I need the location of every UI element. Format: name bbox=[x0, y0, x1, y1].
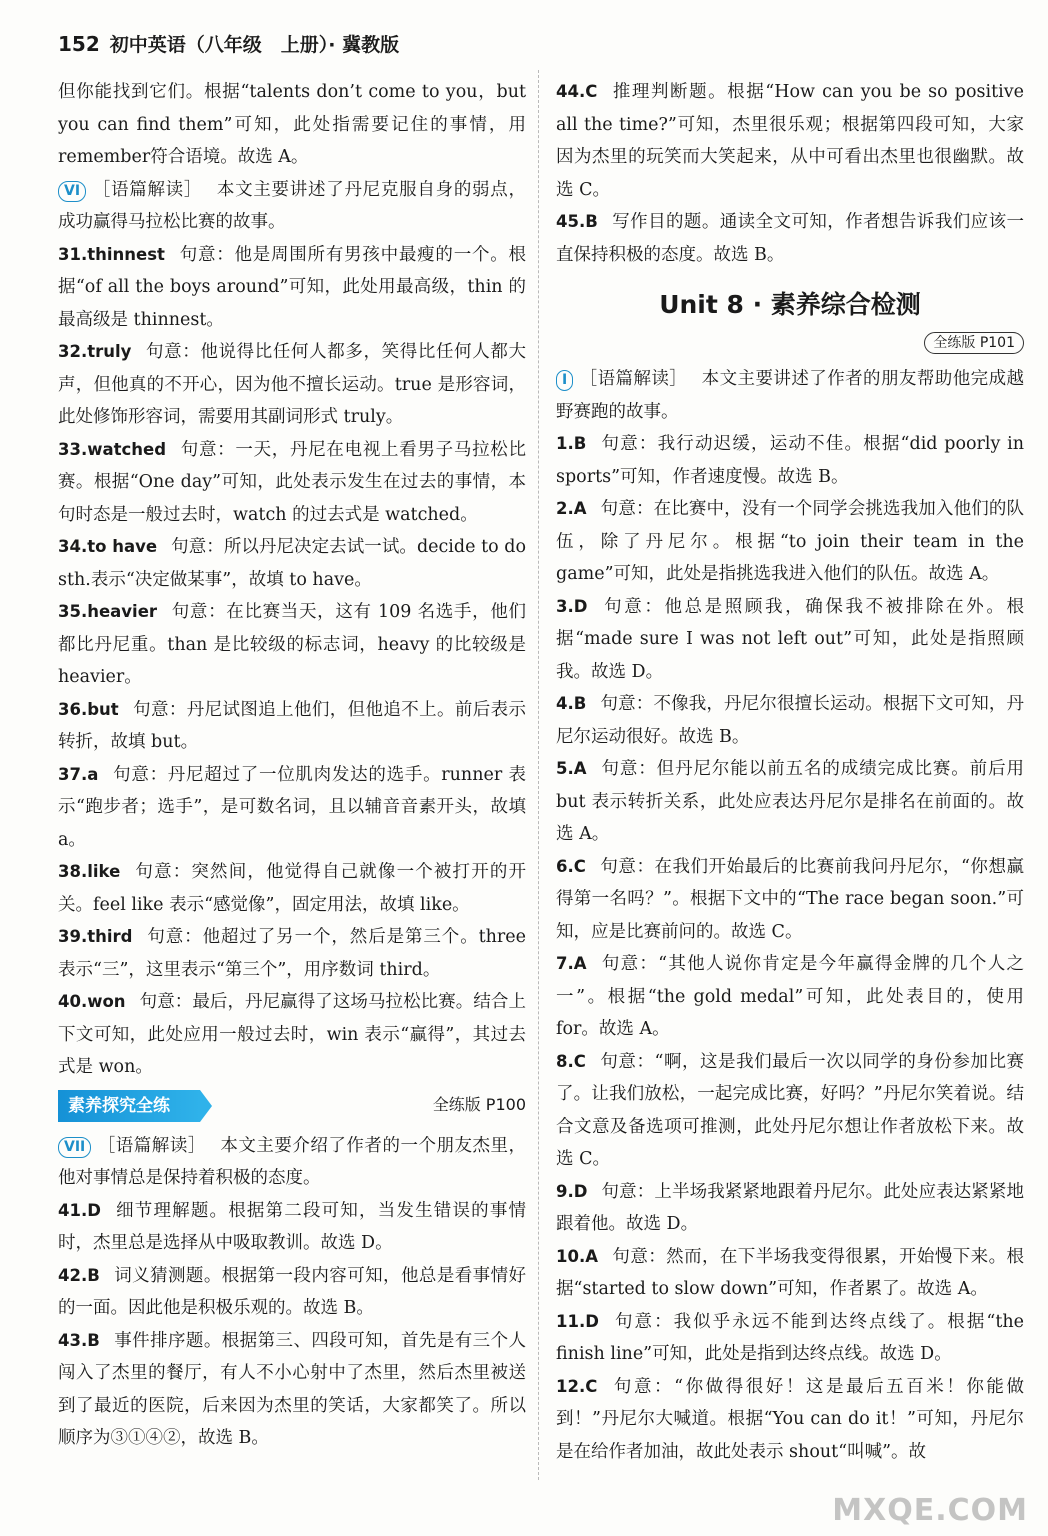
section-7-text: 本文主要介绍了作者的一个朋友杰里，他对事情总是保持着积极的态度。 bbox=[58, 1135, 527, 1188]
answer-explanation: 句意：上半场我紧紧地跟着丹尼尔。此处应表达紧紧地跟着他。故选 D。 bbox=[556, 1181, 1024, 1234]
answer-item bbox=[58, 1325, 526, 1455]
section-1-mark: I bbox=[556, 370, 573, 391]
answer-item bbox=[556, 206, 1024, 271]
answer-item bbox=[58, 239, 526, 337]
answer-item bbox=[556, 688, 1024, 753]
answer-key: 37.a bbox=[58, 764, 99, 784]
answer-explanation: 句意：丹尼试图追上他们，但他追不上。前后表示转折，故填 but。 bbox=[58, 699, 526, 752]
answer-item bbox=[58, 759, 526, 857]
answer-explanation: 句意：他超过了另一个，然后是第三个。three 表示“三”，这里表示“第三个”，用序数词 third。 bbox=[58, 927, 526, 980]
section-6-label: ［语篇解读］ bbox=[92, 179, 203, 200]
answer-explanation: 句意：所以丹尼决定去试一试。decide to do sth.表示“决定做某事”，故填 to have。 bbox=[58, 537, 526, 590]
answer-key: 5.A bbox=[556, 759, 587, 778]
answer-key: 32.truly bbox=[58, 342, 132, 361]
answer-explanation: 句意：最后，丹尼赢得了这场马拉松比赛。结合上下文可知，此处应用一般过去时，win 表示“赢得”，其过去式是 won。 bbox=[58, 992, 526, 1077]
answer-item bbox=[556, 1176, 1024, 1241]
section-7-reading bbox=[58, 1130, 526, 1195]
intro-paragraph: 但你能找到它们。根据“talents don’t come to you，but you can find them”可知，此处指需要记住的事情，用remember符合语境。故选 A。 bbox=[58, 82, 526, 167]
section-7-mark: VII bbox=[58, 1137, 91, 1158]
answer-item bbox=[58, 434, 526, 532]
section-1-label: ［语篇解读］ bbox=[579, 369, 688, 389]
answer-key: 31.thinnest bbox=[58, 244, 165, 264]
answer-item bbox=[58, 1260, 526, 1325]
answer-key: 43.B bbox=[58, 1330, 100, 1350]
answer-item bbox=[58, 531, 526, 596]
right-column bbox=[556, 76, 1024, 1468]
answer-explanation: 句意：我行动迟缓，运动不佳。根据“did poorly in sports”可知，作者速度慢。故选 B。 bbox=[556, 434, 1024, 487]
answer-explanation: 句意：他是周围所有男孩中最瘦的一个。根据“of all the boys around”可知，此处用最高级，thin 的最高级是 thinnest。 bbox=[58, 244, 526, 330]
answer-item bbox=[556, 851, 1024, 949]
answer-explanation: 句意：在我们开始最后的比赛前我问丹尼尔，“你想赢得第一名吗？”。根据下文中的“The race began soon.”可知，应是比赛前问的。故选 C。 bbox=[556, 856, 1024, 942]
answer-key: 40.won bbox=[58, 992, 126, 1011]
answer-key: 8.C bbox=[556, 1051, 586, 1071]
answer-item bbox=[556, 948, 1024, 1046]
answer-item bbox=[58, 336, 526, 434]
unit-ref-row bbox=[556, 329, 1024, 355]
answer-key: 1.B bbox=[556, 434, 587, 453]
section-7-label: ［语篇解读］ bbox=[97, 1135, 206, 1156]
section-1-reading bbox=[556, 363, 1024, 428]
answer-item bbox=[556, 428, 1024, 493]
answer-item bbox=[556, 1371, 1024, 1469]
answer-explanation: 句意：然而，在下半场我变得很累，开始慢下来。根据“started to slow down”可知，作者累了。故选 A。 bbox=[556, 1246, 1024, 1299]
answer-explanation: 句意：在比赛中，没有一个同学会挑选我加入他们的队伍，除了丹尼尔。根据“to join their team in the game”可知，此处是指挑选我进入他们的队伍。故选 A。 bbox=[556, 499, 1024, 584]
answer-key: 11.D bbox=[556, 1311, 599, 1331]
answer-explanation: 写作目的题。通读全文可知，作者想告诉我们应该一直保持积极的态度。故选 B。 bbox=[556, 212, 1024, 265]
answer-key: 41.D bbox=[58, 1200, 101, 1220]
answer-key: 44.C bbox=[556, 82, 598, 101]
section-6-reading bbox=[58, 174, 526, 239]
answer-key: 33.watched bbox=[58, 439, 167, 459]
answer-item bbox=[58, 1195, 526, 1260]
answer-explanation: 词义猜测题。根据第一段内容可知，他总是看事情好的一面。因此他是积极乐观的。故选 B。 bbox=[58, 1265, 526, 1318]
practice-page-ref: 全练版 P100 bbox=[432, 1095, 526, 1115]
answer-key: 9.D bbox=[556, 1181, 588, 1201]
answer-explanation: 句意：不像我，丹尼尔很擅长运动。根据下文可知，丹尼尔运动很好。故选 B。 bbox=[556, 694, 1024, 747]
book-title: 初中英语（八年级 上册）· 冀教版 bbox=[109, 34, 400, 56]
answer-key: 2.A bbox=[556, 499, 587, 518]
answer-explanation: 细节理解题。根据第二段可知，当发生错误的事情时，杰里总是选择从中吸取教训。故选 D。 bbox=[58, 1200, 526, 1253]
answer-explanation: 句意：一天，丹尼在电视上看男子马拉松比赛。根据“One day”可知，此处表示发生在过去的事情，本句时态是一般过去时，watch 的过去式是 watched。 bbox=[58, 439, 526, 525]
answer-explanation: 句意：他说得比任何人都多，笑得比任何人都大声，但他真的不开心，因为他不擅长运动。true 是形容词，此处修饰形容词，需要用其副词形式 truly。 bbox=[58, 342, 526, 427]
answer-item bbox=[58, 921, 526, 986]
answer-key: 39.third bbox=[58, 927, 133, 946]
answer-explanation: 句意：“其他人说你肯定是今年赢得金牌的几个人之一”。根据“the gold medal”可知，此处表目的，使用 for。故选 A。 bbox=[556, 954, 1024, 1039]
answer-explanation: 句意：他总是照顾我，确保我不被排除在外。根据“made sure I was not left out”可知，此处是指照顾我。故选 D。 bbox=[556, 596, 1024, 682]
answer-item bbox=[556, 1306, 1024, 1371]
practice-banner-row bbox=[58, 1088, 526, 1124]
answer-explanation: 句意：但丹尼尔能以前五名的成绩完成比赛。前后用 but 表示转折关系，此处应表达丹尼尔是排名在前面的。故选 A。 bbox=[556, 759, 1024, 844]
section-6-text: 本文主要讲述了丹尼克服自身的弱点，成功赢得马拉松比赛的故事。 bbox=[58, 179, 527, 232]
answer-item bbox=[556, 1241, 1024, 1306]
answer-key: 35.heavier bbox=[58, 602, 158, 621]
answer-key: 45.B bbox=[556, 212, 598, 231]
answer-item bbox=[556, 493, 1024, 591]
answer-explanation: 事件排序题。根据第三、四段可知，首先是有三个人闯入了杰里的餐厅，有人不小心射中了杰里，然后杰里被送到了最近的医院，后来因为杰里的笑话，大家都笑了。所以顺序为③①④②，故选 B。 bbox=[58, 1330, 526, 1448]
answer-item bbox=[556, 1046, 1024, 1176]
answer-key: 7.A bbox=[556, 954, 587, 973]
answer-item bbox=[58, 694, 526, 759]
answer-key: 10.A bbox=[556, 1246, 598, 1266]
unit-title: Unit 8 · 素养综合检测 bbox=[659, 290, 921, 319]
section-1-text: 本文主要讲述了作者的朋友帮助他完成越野赛跑的故事。 bbox=[556, 369, 1025, 422]
answer-explanation: 推理判断题。根据“How can you be so positive all the time?”可知，杰里很乐观；根据第四段可知，大家因为杰里的玩笑而大笑起来，从中可看出杰里也很幽默。故选 C。 bbox=[556, 82, 1024, 200]
answer-explanation: 句意：丹尼超过了一位肌肉发达的选手。runner 表示“跑步者；选手”，是可数名词，且以辅音音素开头，故填 a。 bbox=[58, 764, 526, 850]
answer-key: 34.to have bbox=[58, 537, 158, 556]
answer-explanation: 句意：在比赛当天，这有 109 名选手，他们都比丹尼重。than 是比较级的标志词，heavy 的比较级是 heavier。 bbox=[58, 602, 526, 687]
answer-key: 42.B bbox=[58, 1265, 100, 1285]
answer-item bbox=[58, 856, 526, 921]
section-6-mark: VI bbox=[58, 181, 86, 202]
answer-item bbox=[556, 591, 1024, 689]
answer-explanation: 句意：突然间，他觉得自己就像一个被打开的开关。feel like 表示“感觉像”，固定用法，故填 like。 bbox=[58, 862, 526, 915]
column-divider bbox=[538, 70, 539, 1480]
answer-explanation: 句意：我似乎永远不能到达终点线了。根据“the finish line”可知，此处是指到达终点线。故选 D。 bbox=[556, 1311, 1024, 1364]
answer-key: 12.C bbox=[556, 1376, 598, 1396]
page-number: 152 bbox=[58, 32, 100, 56]
answer-item bbox=[556, 76, 1024, 206]
site-watermark: MXQE.COM bbox=[832, 1493, 1028, 1528]
page-header bbox=[58, 30, 399, 64]
practice-banner: 素养探究全练 bbox=[58, 1090, 200, 1122]
answer-key: 6.C bbox=[556, 856, 586, 876]
answer-item bbox=[58, 596, 526, 694]
left-column bbox=[58, 76, 526, 1455]
answer-key: 4.B bbox=[556, 694, 587, 713]
answer-key: 3.D bbox=[556, 596, 588, 616]
answer-explanation: 句意：“你做得很好！这是最后五百米！你能做到！”丹尼尔大喊道。根据“You can do it！”可知，丹尼尔是在给作者加油，故此处表示 shout“叫喊”。故 bbox=[556, 1376, 1024, 1462]
answer-key: 38.like bbox=[58, 862, 121, 881]
answer-item bbox=[556, 753, 1024, 851]
answer-item bbox=[58, 986, 526, 1084]
answer-key: 36.but bbox=[58, 699, 119, 719]
unit-page-ref: 全练版 P101 bbox=[924, 332, 1024, 354]
answer-explanation: 句意：“啊，这是我们最后一次以同学的身份参加比赛了。让我们放松，一起完成比赛，好吗？”丹尼尔笑着说。结合文意及备选项可推测，此处丹尼尔想让作者放松下来。故选 C。 bbox=[556, 1051, 1024, 1169]
